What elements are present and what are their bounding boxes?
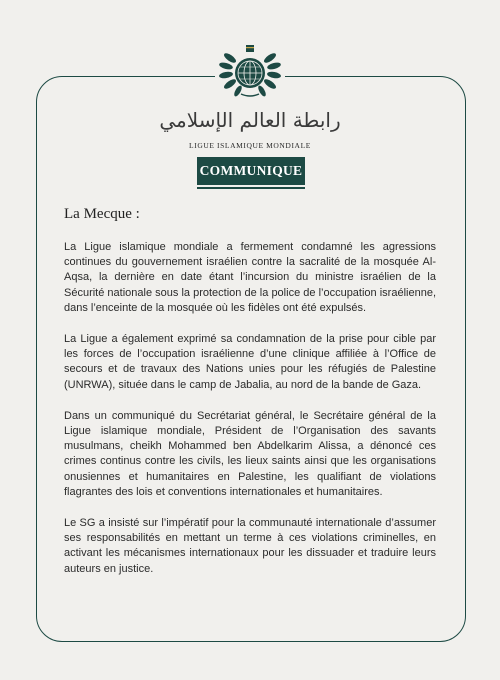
communique-body [64, 240, 436, 593]
paragraph: La Ligue a également exprimé sa condamnation de la prise pour cible par les forces de l’occupation israélienne d’une clinique affiliée à l’Office de secours et de travaux des Nations unies pour les réfugiés de Palestine (UNRWA), située dans le camp de Jabalia, au nord de la bande de Gaza. [64, 333, 436, 391]
location-heading: La Mecque : [64, 206, 140, 222]
org-name-subtitle: LIGUE ISLAMIQUE MONDIALE [189, 141, 311, 150]
badge-underline [197, 187, 305, 189]
communique-badge: COMMUNIQUE [197, 157, 305, 185]
paragraph: Dans un communiqué du Secrétariat général, le Secrétaire général de la Ligue islamique mondiale, Président de l’Organisation des savants musulmans, cheikh Mohammed ben Abdelkarim Alissa, a dénoncé ces crimes continus contre les civils, les lieux saints ainsi que les organisations onusiennes et humanitaires en Palestine, les qualifiant de violations flagrantes des lois et conventions internationales et humanitaires. [64, 409, 436, 498]
league-emblem-icon [217, 42, 283, 100]
paragraph: La Ligue islamique mondiale a fermement condamné les agressions continues du gouvernement israélien contre la sacralité de la mosquée Al-Aqsa, la dernière en date étant l’incursion du ministre israélien de la Sécurité nationale sous la protection de la police de l’occupation israélienne, dans l’enceinte de la mosquée où les fidèles ont été expulsés. [64, 241, 436, 314]
paragraph: Le SG a insisté sur l’impératif pour la communauté internationale d’assumer ses responsabilités en mettant un terme à ces violations criminelles, en activant les mécanismes internationaux pour les dissuader et traduire leurs auteurs en justice. [64, 517, 436, 575]
arabic-org-name: رابطة العالم الإسلامي [159, 108, 341, 132]
